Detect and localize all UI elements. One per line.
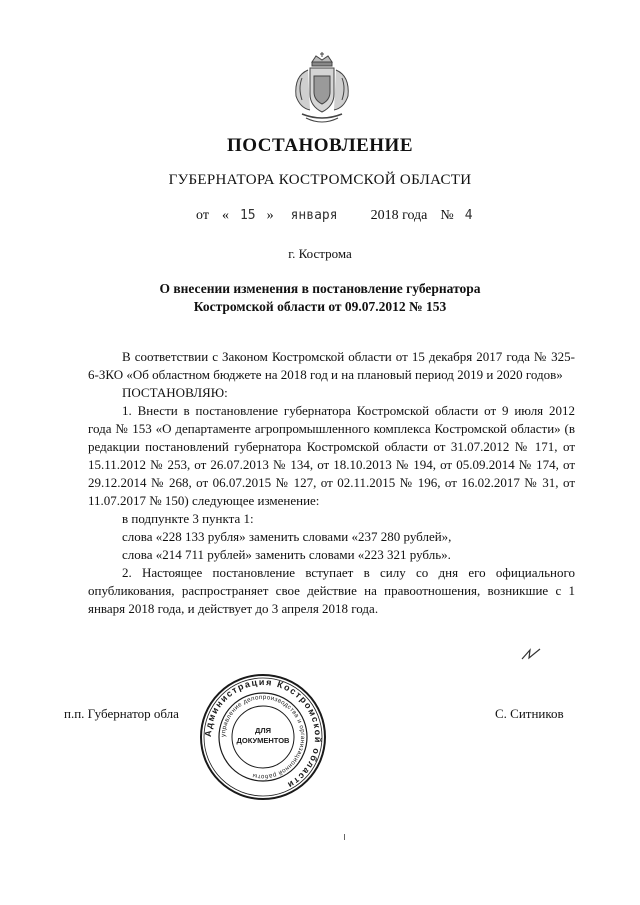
scan-speck	[344, 834, 345, 840]
paragraph-resolve: ПОСТАНОВЛЯЮ:	[122, 385, 228, 400]
stamp-inner-text: управление делопроизводства и организационной работы	[219, 693, 307, 781]
date-open-quote: «	[221, 208, 229, 223]
paragraph-preamble: В соответствии с Законом Костромской области от 15 декабря 2017 года № 325-6-ЗКО «Об областном бюджете на 2018 год и на плановый период 2019 и 2020 годов»	[88, 349, 575, 382]
date-year: 2018 года	[370, 208, 428, 223]
paragraph-change-2: слова «214 711 рублей» заменить словами «223 321 рубль».	[122, 547, 451, 562]
date-prefix: от	[196, 208, 209, 223]
stamp-center-line-1: ДЛЯ	[255, 726, 271, 735]
date-number-sign: №	[440, 208, 454, 223]
heading-line-1: О внесении изменения в постановление губернатора	[159, 281, 481, 296]
document-number: 4	[464, 208, 473, 223]
paragraph-item-2: 2. Настоящее постановление вступает в силу со дня его официального опубликования, распространяет свое действие на правоотношения, возникшие с 1 января 2018 года, и действует до 3 апреля 2018 года.	[88, 565, 575, 616]
document-title: ПОСТАНОВЛЕНИЕ	[226, 135, 414, 156]
signature-name: С. Ситников	[495, 706, 564, 721]
official-stamp	[198, 672, 328, 802]
city-line: г. Кострома	[288, 246, 352, 261]
date-month: января	[290, 208, 338, 223]
heading-line-2: Костромской области от 09.07.2012 № 153	[193, 299, 447, 314]
stamp-outer-text: Администрация Костромской области	[202, 676, 324, 791]
signature-position: п.п. Губернатор обла	[64, 706, 179, 721]
date-close-quote: »	[266, 208, 274, 223]
paragraph-subitem: в подпункте 3 пункта 1:	[122, 511, 254, 526]
document-body	[88, 348, 575, 618]
date-day: 15	[239, 208, 256, 223]
date-line	[196, 208, 473, 224]
document-heading	[0, 280, 640, 316]
handwritten-mark	[520, 647, 542, 661]
paragraph-item-1: 1. Внести в постановление губернатора Костромской области от 9 июля 2012 года № 153 «О департаменте агропромышленного комплекса Костромской области» (в редакции постановлений губернатора Костромской области от 31.07.2012 № 171, от 15.11.2012 № 253, от 26.07.2013 № 134, от 18.10.2013 № 194, от 05.09.2014 № 174, от 29.12.2014 № 268, от 06.07.2015 № 127, от 02.11.2015 № 196, от 16.02.2017 № 31, от 11.07.2017 № 150) следующее изменение:	[88, 403, 575, 508]
document-subtitle: ГУБЕРНАТОРА КОСТРОМСКОЙ ОБЛАСТИ	[168, 172, 472, 188]
stamp-center-line-2: ДОКУМЕНТОВ	[236, 736, 290, 745]
coat-of-arms-emblem	[288, 52, 356, 128]
paragraph-change-1: слова «228 133 рубля» заменить словами «237 280 рублей»,	[122, 529, 452, 544]
